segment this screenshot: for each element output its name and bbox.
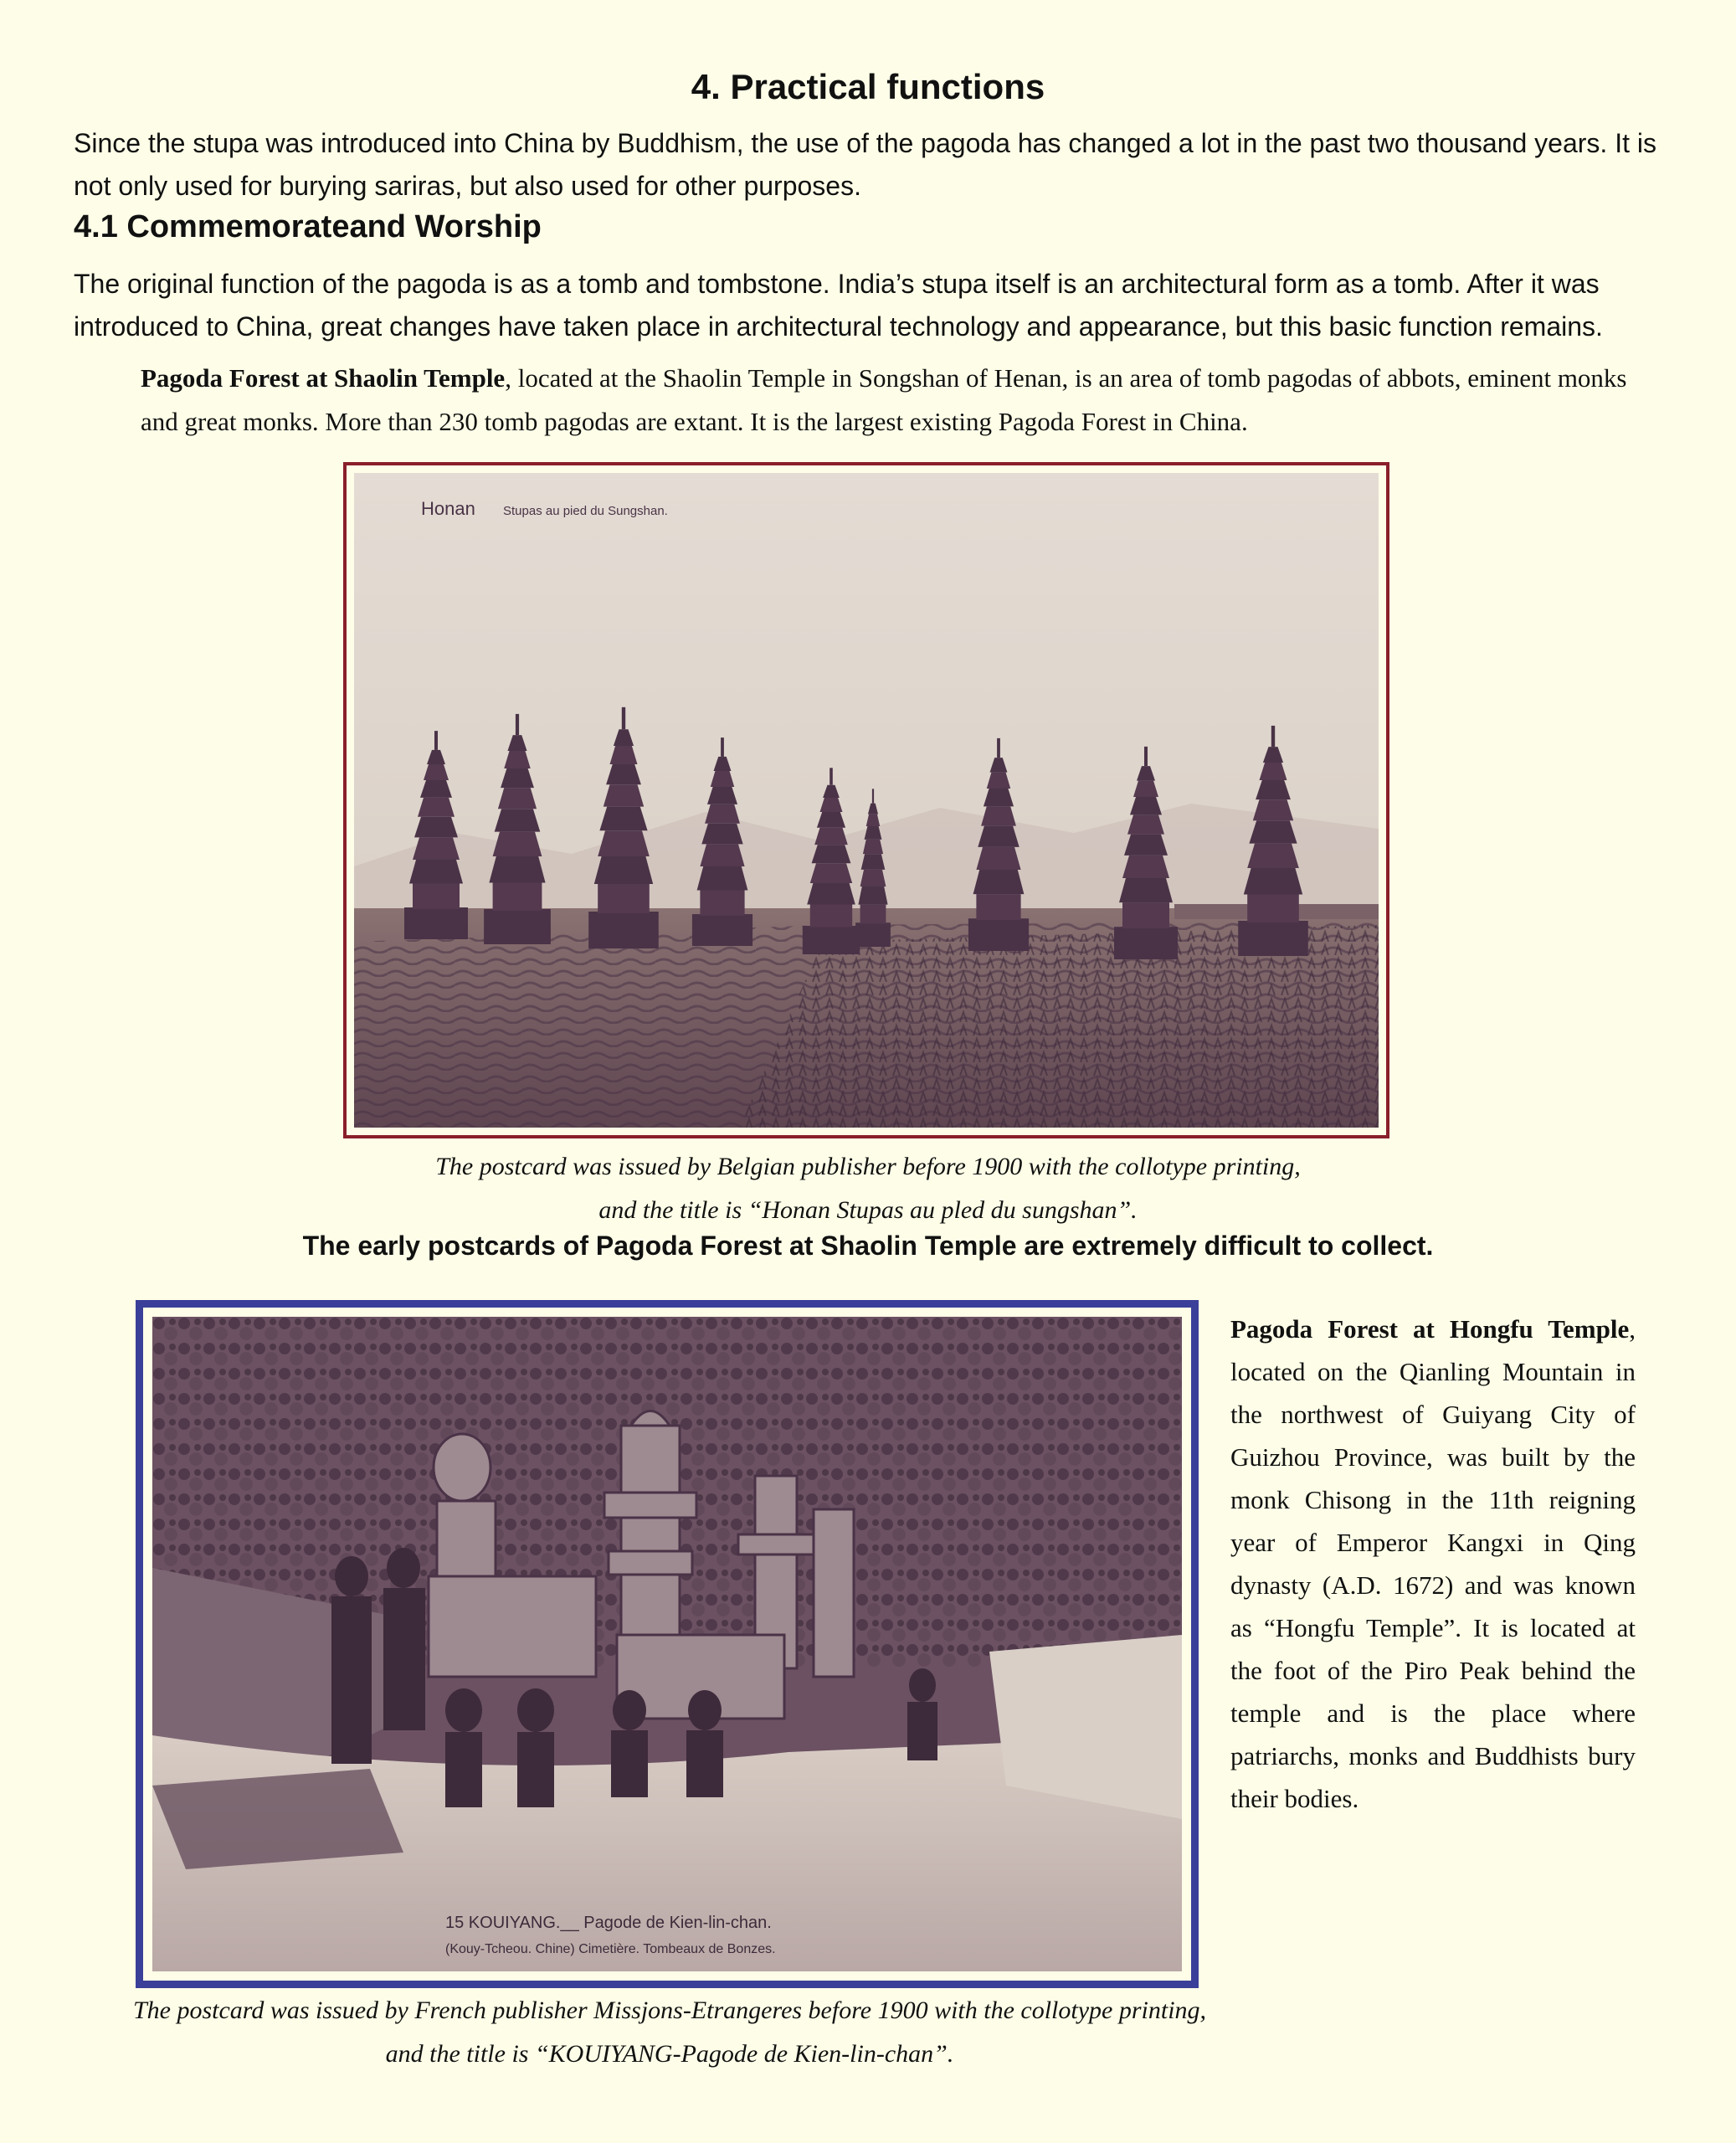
shaolin-postcard-label-place: Honan xyxy=(421,498,475,519)
shaolin-description xyxy=(141,357,1647,444)
shaolin-caption-line-1: The postcard was issued by Belgian publisher before 1900 with the collotype printing, xyxy=(435,1153,1301,1180)
section-title: 4. Practical functions xyxy=(691,67,1045,106)
shaolin-postcard-image xyxy=(354,473,1379,1128)
hongfu-postcard-label-line-1: 15 KOUIYANG.__ Pagode de Kien-lin-chan. xyxy=(445,1914,772,1932)
shaolin-caption-line-2: and the title is “Honan Stupas au pled du sungshan”. xyxy=(598,1196,1138,1224)
hongfu-name: Pagoda Forest at Hongfu Temple xyxy=(1230,1314,1630,1344)
hongfu-postcard-frame xyxy=(136,1300,1199,1988)
hongfu-caption xyxy=(0,1989,1339,2076)
hongfu-caption-line-2: and the title is “KOUIYANG-Pagode de Kien-lin-chan”. xyxy=(385,2040,954,2068)
hongfu-postcard-label-line-2: (Kouy-Tcheou. Chine) Cimetière. Tombeaux de Bonzes. xyxy=(445,1942,776,1956)
hongfu-caption-line-1: The postcard was issued by French publisher Missjons-Etrangeres before 1900 with the collotype printing, xyxy=(132,1997,1207,2024)
subsection-heading: 4.1 Commemorateand Worship xyxy=(74,209,542,244)
hongfu-text: , located on the Qianling Mountain in the northwest of Guiyang City of Guizhou Province, was built by the monk Chisong in the 11th reigning year of Emperor Kangxi in Qing dynasty (A.D. 1672) and was known as “Hongfu Temple”. It is located at the foot of the Piro Peak behind the temple and is the place where patriarchs, monks and Buddhists bury their bodies. xyxy=(1230,1314,1636,1813)
section-intro: Since the stupa was introduced into China by Buddhism, the use of the pagoda has changed a lot in the past two thousand years. It is not only used for burying sariras, but also used for other purposes. xyxy=(74,128,1656,201)
shaolin-collect-note: The early postcards of Pagoda Forest at Shaolin Temple are extremely difficult to collect. xyxy=(302,1231,1434,1261)
shaolin-name: Pagoda Forest at Shaolin Temple xyxy=(141,363,506,393)
hongfu-postcard-image xyxy=(152,1317,1182,1971)
shaolin-text: , located at the Shaolin Temple in Songshan of Henan, is an area of tomb pagodas of abbots, eminent monks and great monks. More than 230 tomb pagodas are extant. It is the largest existing Pagoda Forest in China. xyxy=(141,363,1627,436)
subsection-body: The original function of the pagoda is as a tomb and tombstone. India’s stupa itself is an architectural form as a tomb. After it was introduced to China, great changes have taken place in architectural technology and appearance, but this basic function remains. xyxy=(74,269,1603,342)
shaolin-postcard-frame xyxy=(343,462,1389,1138)
shaolin-postcard-label-title: Stupas au pied du Sungshan. xyxy=(503,504,668,518)
shaolin-caption xyxy=(0,1145,1736,1232)
hongfu-description xyxy=(1230,1308,1636,1820)
